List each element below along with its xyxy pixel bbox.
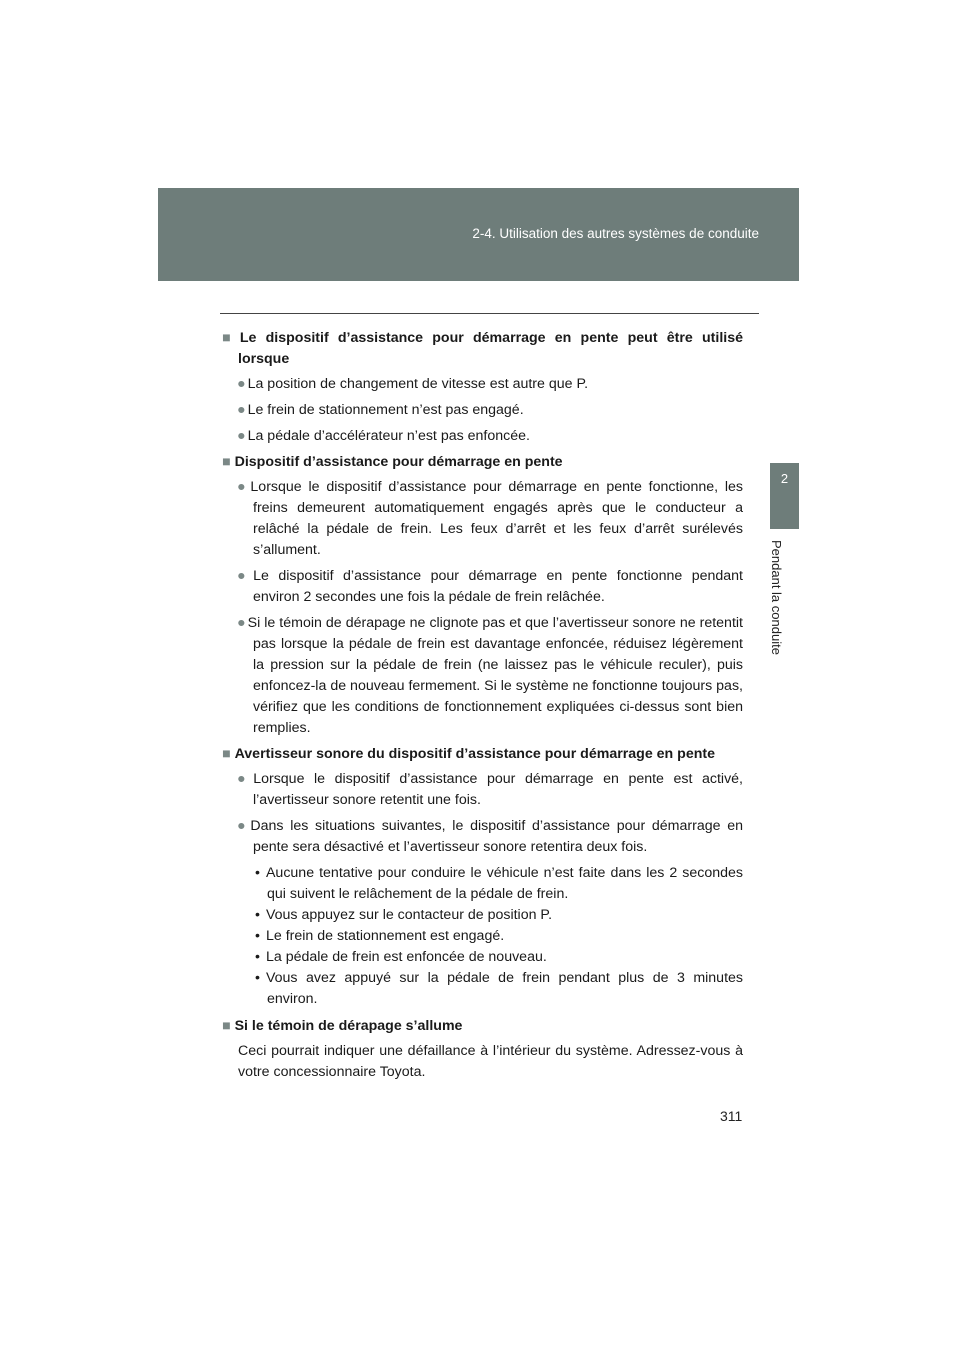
dot-bullet-icon: •: [255, 928, 260, 944]
page-content: [222, 328, 743, 1083]
square-bullet-icon: ■: [222, 330, 236, 346]
circle-bullet-icon: ●: [237, 615, 246, 631]
circle-bullet-icon: ●: [237, 818, 249, 834]
dot-bullet-icon: •: [255, 949, 260, 965]
chapter-title: 2-4. Utilisation des autres systèmes de conduite: [472, 226, 759, 241]
section-heading: ■ Avertisseur sonore du dispositif d’assistance pour démarrage en pente: [222, 746, 715, 762]
section: [222, 328, 743, 447]
chapter-tab-number: 2: [780, 471, 789, 486]
square-bullet-icon: ■: [222, 454, 231, 470]
sub-item: • Vous appuyez sur le contacteur de position P.: [255, 907, 553, 923]
square-bullet-icon: ■: [222, 746, 231, 762]
circle-bullet-icon: ●: [237, 402, 246, 418]
header-rule: [220, 313, 759, 314]
circle-bullet-icon: ●: [237, 568, 252, 584]
circle-bullet-icon: ●: [237, 479, 249, 495]
sub-item: • La pédale de frein est enfoncée de nouveau.: [255, 949, 547, 965]
dot-bullet-icon: •: [255, 907, 260, 923]
page-number: 311: [720, 1108, 743, 1124]
section-heading: ■ Si le témoin de dérapage s’allume: [222, 1018, 463, 1034]
sub-item: • Vous avez appuyé sur la pédale de frein pendant plus de 3 minutes environ.: [255, 970, 743, 1007]
section: [222, 744, 743, 1010]
sub-item: • Le frein de stationnement est engagé.: [255, 928, 505, 944]
circle-bullet-icon: ●: [237, 771, 252, 787]
chapter-tab-label: Pendant la conduite: [769, 540, 784, 655]
header-band: [158, 188, 799, 281]
section: [222, 452, 743, 739]
bullet-item: ● La pédale d’accélérateur n’est pas enfoncée.: [237, 428, 530, 444]
section-heading: ■ Dispositif d’assistance pour démarrage en pente: [222, 454, 563, 470]
bullet-item: ● Dans les situations suivantes, le dispositif d’assistance pour démarrage en pente sera désactivé et l’avertisseur sonore retentira deux fois.: [237, 818, 743, 855]
section: [222, 1016, 743, 1083]
section-heading: ■ Le dispositif d’assistance pour démarrage en pente peut être utilisé lorsque: [222, 330, 743, 367]
circle-bullet-icon: ●: [237, 428, 246, 444]
sub-list: [222, 863, 743, 1010]
bullet-item: ● Le dispositif d’assistance pour démarrage en pente fonctionne pendant environ 2 secondes une fois la pédale de frein relâchée.: [237, 568, 743, 605]
square-bullet-icon: ■: [222, 1018, 231, 1034]
bullet-item: ● Lorsque le dispositif d’assistance pour démarrage en pente est activé, l’avertisseur sonore retentit une fois.: [237, 771, 743, 808]
chapter-tab: [770, 463, 799, 529]
bullet-item: ● La position de changement de vitesse est autre que P.: [237, 376, 589, 392]
bullet-item: ● Lorsque le dispositif d’assistance pour démarrage en pente fonctionne, les freins demeurent automatiquement engagés après que le conducteur a relâché la pédale de frein. Les feux d’arrêt et les feux d’arrêt surélevés s’allument.: [237, 479, 743, 558]
circle-bullet-icon: ●: [237, 376, 246, 392]
section-paragraph: Ceci pourrait indiquer une défaillance à l’intérieur du système. Adressez-vous à votre concessionnaire Toyota.: [238, 1043, 743, 1080]
dot-bullet-icon: •: [255, 970, 260, 986]
dot-bullet-icon: •: [255, 865, 260, 881]
sub-item: • Aucune tentative pour conduire le véhicule n’est faite dans les 2 secondes qui suivent le relâchement de la pédale de frein.: [255, 865, 743, 902]
bullet-item: ● Le frein de stationnement n’est pas engagé.: [237, 402, 524, 418]
bullet-item: ● Si le témoin de dérapage ne clignote pas et que l’avertisseur sonore ne retentit pas lorsque la pédale de frein est davantage enfoncée, réduisez légèrement la pression sur la pédale de frein (ne laissez pas le véhicule reculer), puis enfoncez-la de nouveau fermement. Si le système ne fonctionne toujours pas, vérifiez que les conditions de fonctionnement expliquées ci-dessus sont bien remplies.: [237, 615, 743, 736]
